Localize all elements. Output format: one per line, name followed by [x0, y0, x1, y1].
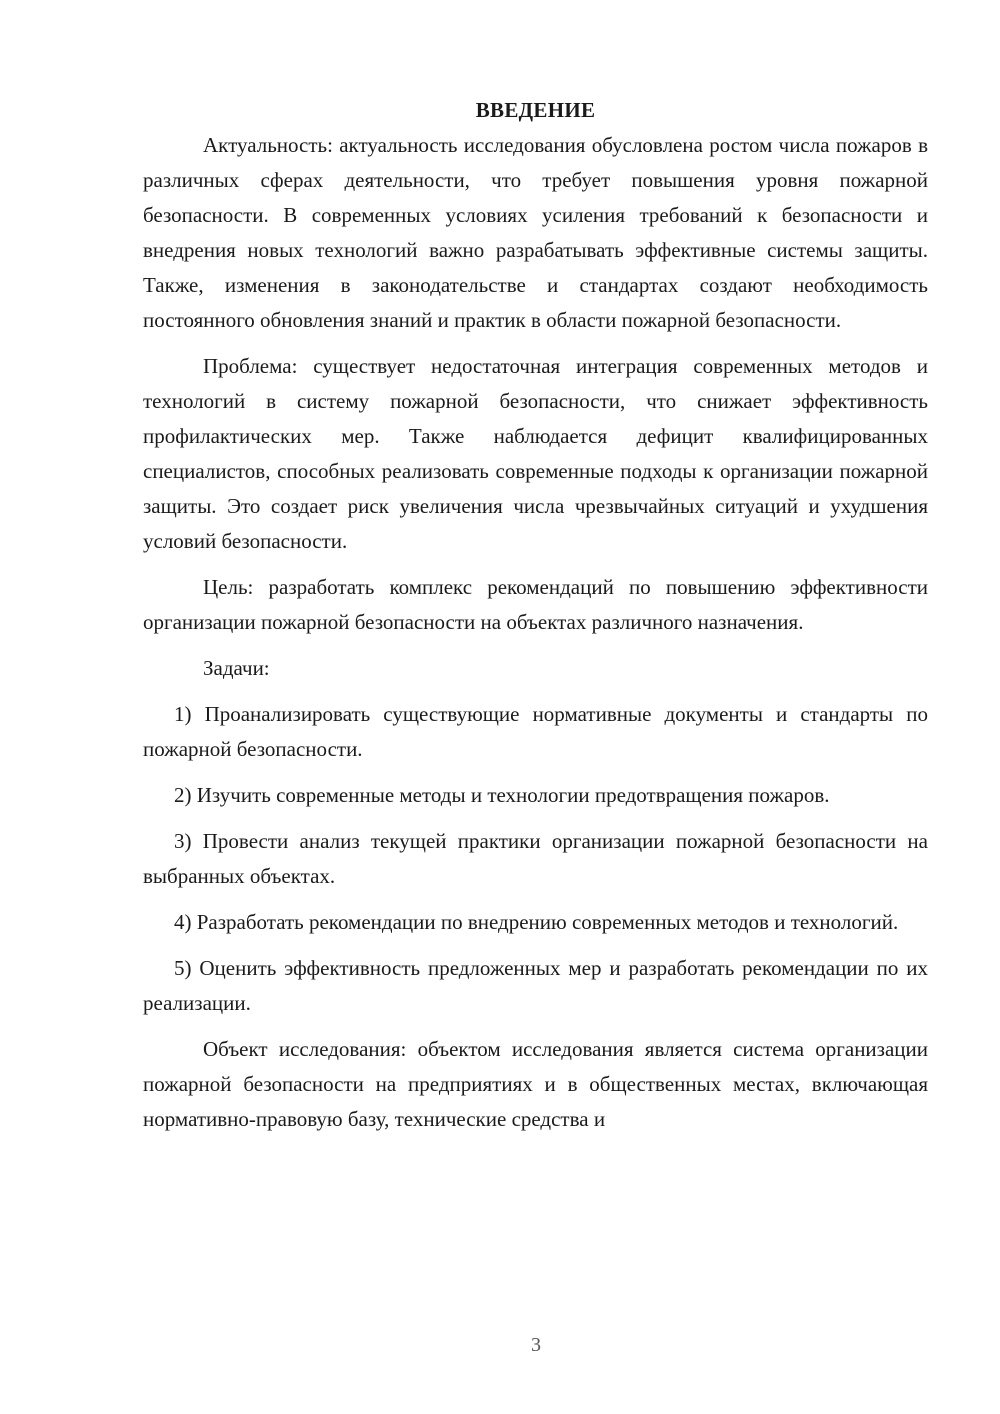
problem-paragraph: Проблема: существует недостаточная интеграция современных методов и технологий в систему пожарной безопасности, что снижает эффективность профилактических мер. Также наблюдается дефицит квалифицированных специалистов, способных реализовать современные подходы к организации пожарной защиты. Это создает риск увеличения числа чрезвычайных ситуаций и ухудшения условий безопасности.: [143, 354, 928, 553]
paragraph-gap: [143, 338, 928, 349]
goal-paragraph: Цель: разработать комплекс рекомендаций по повышению эффективности организации пожарной безопасности на объектах различного назначения.: [143, 575, 928, 634]
paragraph-gap: [143, 1021, 928, 1032]
page-number: 3: [531, 1334, 541, 1356]
tasks-heading: Задачи:: [203, 656, 270, 680]
object-paragraph: Объект исследования: объектом исследования является система организации пожарной безопасности на предприятиях и в общественных местах, включающая нормативно-правовую базу, технические средства и: [143, 1037, 928, 1131]
task-item-3: 3) Провести анализ текущей практики организации пожарной безопасности на выбранных объектах.: [143, 829, 928, 888]
paragraph-gap: [143, 813, 928, 824]
paragraph-gap: [143, 640, 928, 651]
paragraph-gap: [143, 686, 928, 697]
task-item-2: 2) Изучить современные методы и технологии предотвращения пожаров.: [174, 783, 830, 807]
page-title: ВВЕДЕНИЕ: [475, 98, 596, 122]
paragraph-gap: [143, 767, 928, 778]
task-item-1: 1) Проанализировать существующие нормативные документы и стандарты по пожарной безопасности.: [143, 702, 928, 761]
document-page: [143, 92, 928, 1137]
paragraph-gap: [143, 940, 928, 951]
paragraph-gap: [143, 894, 928, 905]
task-item-4: 4) Разработать рекомендации по внедрению современных методов и технологий.: [174, 910, 899, 934]
relevance-paragraph: Актуальность: актуальность исследования обусловлена ростом числа пожаров в различных сферах деятельности, что требует повышения уровня пожарной безопасности. В современных условиях усиления требований к безопасности и внедрения новых технологий важно разрабатывать эффективные системы защиты. Также, изменения в законодательстве и стандартах создают необходимость постоянного обновления знаний и практик в области пожарной безопасности.: [143, 133, 928, 332]
paragraph-gap: [143, 559, 928, 570]
task-item-5: 5) Оценить эффективность предложенных мер и разработать рекомендации по их реализации.: [143, 956, 928, 1015]
